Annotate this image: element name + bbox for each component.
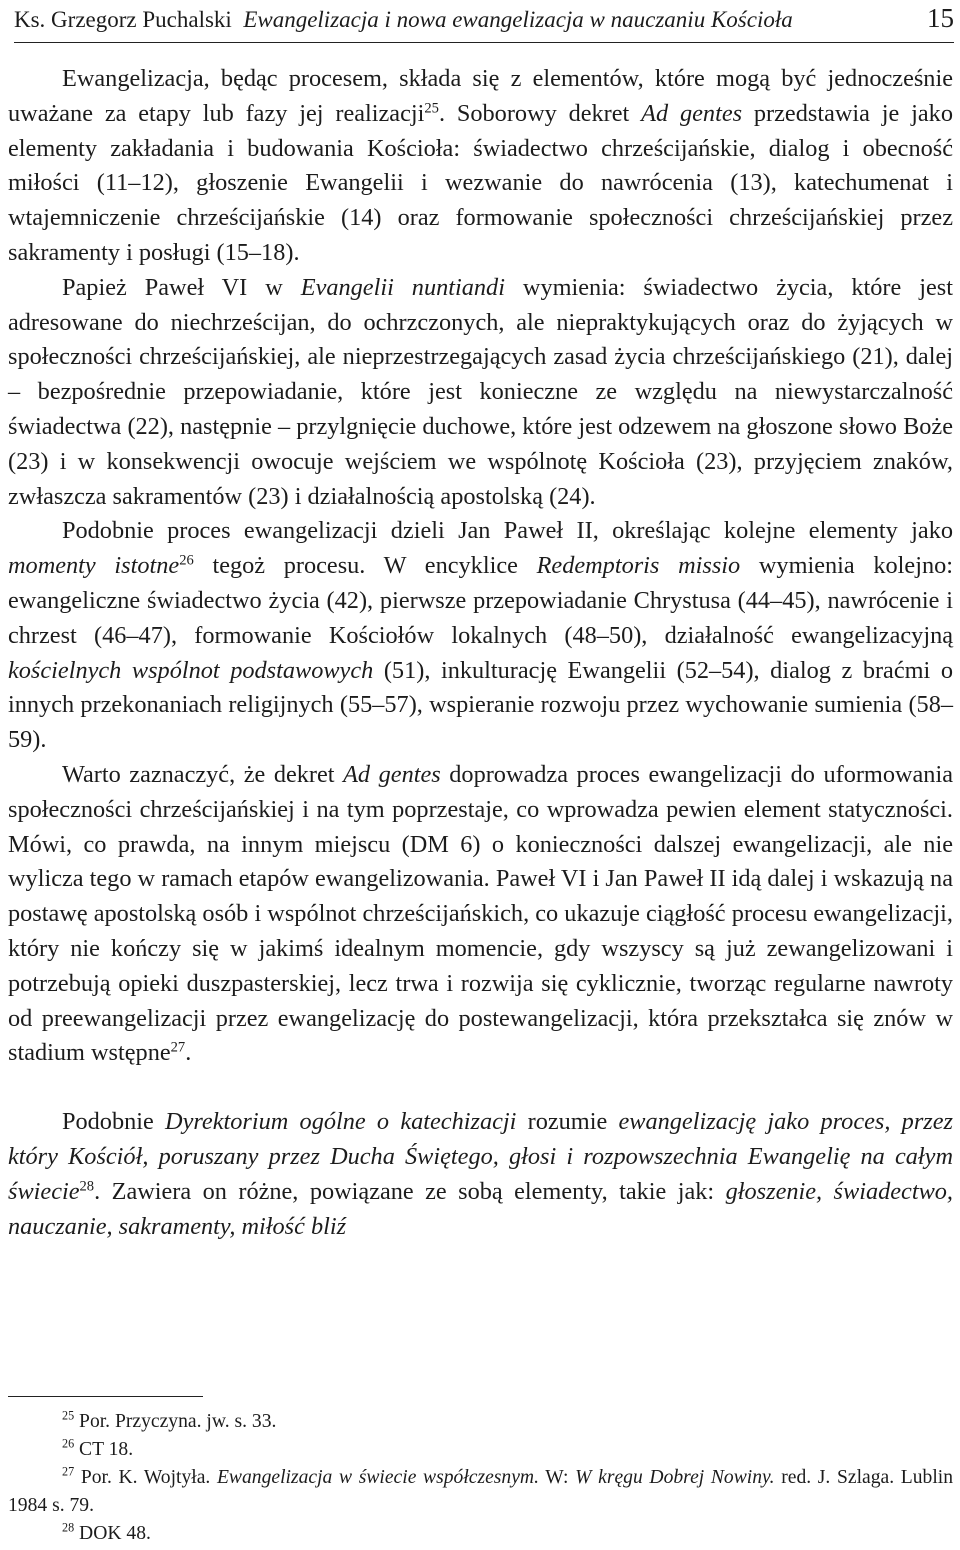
header-author: Ks. Grzegorz Puchalski	[14, 7, 232, 32]
footnote-ref-25: 25	[424, 100, 439, 117]
p5-text-2: rozumie	[516, 1108, 619, 1136]
p5-italic-1: Dyrektorium ogólne o katechizacji	[165, 1108, 517, 1136]
p3-italic-1: momenty istotne	[8, 552, 180, 580]
p2-italic-1: Evangelii nuntiandi	[300, 273, 505, 301]
footnote-27-number: 27	[62, 1464, 75, 1479]
header-title: Ewangelizacja i nowa ewangelizacja w nauczaniu Kościoła	[243, 7, 793, 32]
footnote-27-text-2: W:	[538, 1467, 576, 1488]
footnote-28-text: DOK 48.	[79, 1523, 151, 1544]
paragraph-4	[8, 758, 953, 1071]
footnote-27-text-1: Por. K. Wojtyła.	[80, 1467, 217, 1488]
footnote-28	[8, 1520, 953, 1548]
p4-text-1: Warto zaznaczyć, że dekret	[62, 760, 344, 788]
footnote-27	[8, 1464, 953, 1520]
p3-italic-2: Redemptoris missio	[536, 552, 741, 580]
p1-italic-1: Ad gentes	[641, 99, 743, 127]
running-header	[14, 2, 954, 43]
p3-text-4: (51), inkulturację Ewangelii (52–54), dialog z braćmi o innych przekonaniach religijnych (55–57), wspieranie rozwoju przez wychowanie sumienia (58–59).	[8, 656, 953, 754]
p5-italic-3: głoszenie, świadectwo, nauczanie, sakramenty, miłość bliź	[8, 1177, 953, 1240]
footnote-25-number: 25	[62, 1408, 75, 1423]
p5-text-3: . Zawiera on różne, powiązane ze sobą elementy, takie jak:	[94, 1177, 726, 1205]
paragraph-5	[8, 1105, 953, 1244]
footnote-27-italic-1: Ewangelizacja w świecie współczesnym.	[216, 1467, 539, 1488]
p3-italic-3: kościelnych wspólnot podstawowych	[8, 656, 374, 684]
footnote-26-text: CT 18.	[79, 1439, 134, 1460]
main-text	[8, 62, 953, 1244]
p4-text-3: .	[185, 1039, 192, 1067]
footnote-27-text-3: red. J. Szlaga. Lublin 1984 s. 79.	[8, 1467, 954, 1516]
footnote-25	[8, 1408, 953, 1436]
footnote-ref-27: 27	[170, 1039, 186, 1056]
p2-text-1: Papież Paweł VI w	[62, 273, 301, 301]
p4-italic-1: Ad gentes	[343, 760, 441, 788]
p3-text-3: wymienia kolejno: ewangeliczne świadectwo życia (42), pierwsze przepowiadanie Chrystusa (44–45), nawrócenie i chrzest (46–47), formowanie Kościołów lokalnych (48–50), działalność ewangelizacyjną	[8, 552, 953, 649]
footnote-ref-26: 26	[179, 552, 194, 569]
footnote-ref-28: 28	[79, 1177, 95, 1194]
p3-text-1: Podobnie proces ewangelizacji dzieli Jan Paweł II, określając kolejne elementy jako	[62, 517, 953, 545]
p1-text-2: . Soborowy dekret	[438, 99, 642, 127]
page-number: 15	[927, 3, 954, 33]
footnote-26-number: 26	[62, 1436, 75, 1451]
paragraph-2	[8, 271, 953, 515]
footnote-28-number: 28	[62, 1520, 75, 1535]
paragraph-3	[8, 514, 953, 758]
p1-text-1: Ewangelizacja, będąc procesem, składa się z elementów, które mogą być jednocześnie uważane za etapy lub fazy jej realizacji	[8, 65, 953, 127]
p4-text-2: doprowadza proces ewangelizacji do uformowania społeczności chrześcijańskiej i na tym poprzestaje, co wprowadza pewien element statyczności. Mówi, co prawda, na innym miejscu (DM 6) o konieczności dalszej ewangelizacji, ale nie wylicza tego w ramach etapów ewangelizowania. Paweł VI i Jan Paweł II idą dalej i wskazują na postawę apostolską osób i wspólnot chrześcijańskich, co ukazuje ciągłość procesu ewangelizacji, który nie kończy się w jakimś idealnym momencie, gdy wszyscy są już zewangelizowani i potrzebują opieki duszpasterskiej, lecz trwa i rozwija się cyklicznie, tworząc regularne nawroty od preewangelizacji przez ewangelizację do postewangelizacji, która przekształca się znów w stadium wstępne	[8, 760, 953, 1067]
p5-text-1: Podobnie	[62, 1108, 166, 1136]
p5-italic-2: ewangelizację jako proces, przez który Kościół, poruszany przez Ducha Świętego, głosi i rozpowszechnia Ewangelię na całym świecie	[8, 1108, 953, 1205]
p3-text-2: tegoż procesu. W encyklice	[193, 552, 537, 580]
footnote-separator	[8, 1396, 203, 1397]
footnote-25-text: Por. Przyczyna. jw. s. 33.	[79, 1411, 277, 1432]
paragraph-1	[8, 62, 953, 271]
p2-text-2: wymienia: świadectwo życia, które jest adresowane do niechrześcijan, do ochrzczonych, ale niepraktykujących oraz do żyjących w społeczności chrześcijańskiej, ale nieprzestrzegających zasad życia chrześcijańskiego (21), dalej – bezpośrednie przepowiadanie, które jest konieczne ze względu na niewystarczalność świadectwa (22), następnie – przylgnięcie duchowe, które jest odzewem na głoszone słowo Boże (23) i w konsekwencji owocuje wejściem we wspólnotę Kościoła (23), przyjęciem znaków, zwłaszcza sakramentów (23) i działalnością apostolską (24).	[8, 273, 954, 510]
footnotes	[8, 1408, 953, 1548]
p1-text-3: przedstawia je jako elementy zakładania i budowania Kościoła: świadectwo chrześcijańskie, dialog i obecność miłości (11–12), głoszenie Ewangelii i wezwanie do nawrócenia (13), katechumenat i wtajemniczenie chrześcijańskie (14) oraz formowanie społeczności chrześcijańskiej przez sakramenty i posługi (15–18).	[8, 99, 953, 266]
footnote-27-italic-2: W kręgu Dobrej Nowiny.	[575, 1467, 775, 1488]
footnote-26	[8, 1436, 953, 1464]
header-left	[14, 4, 793, 36]
